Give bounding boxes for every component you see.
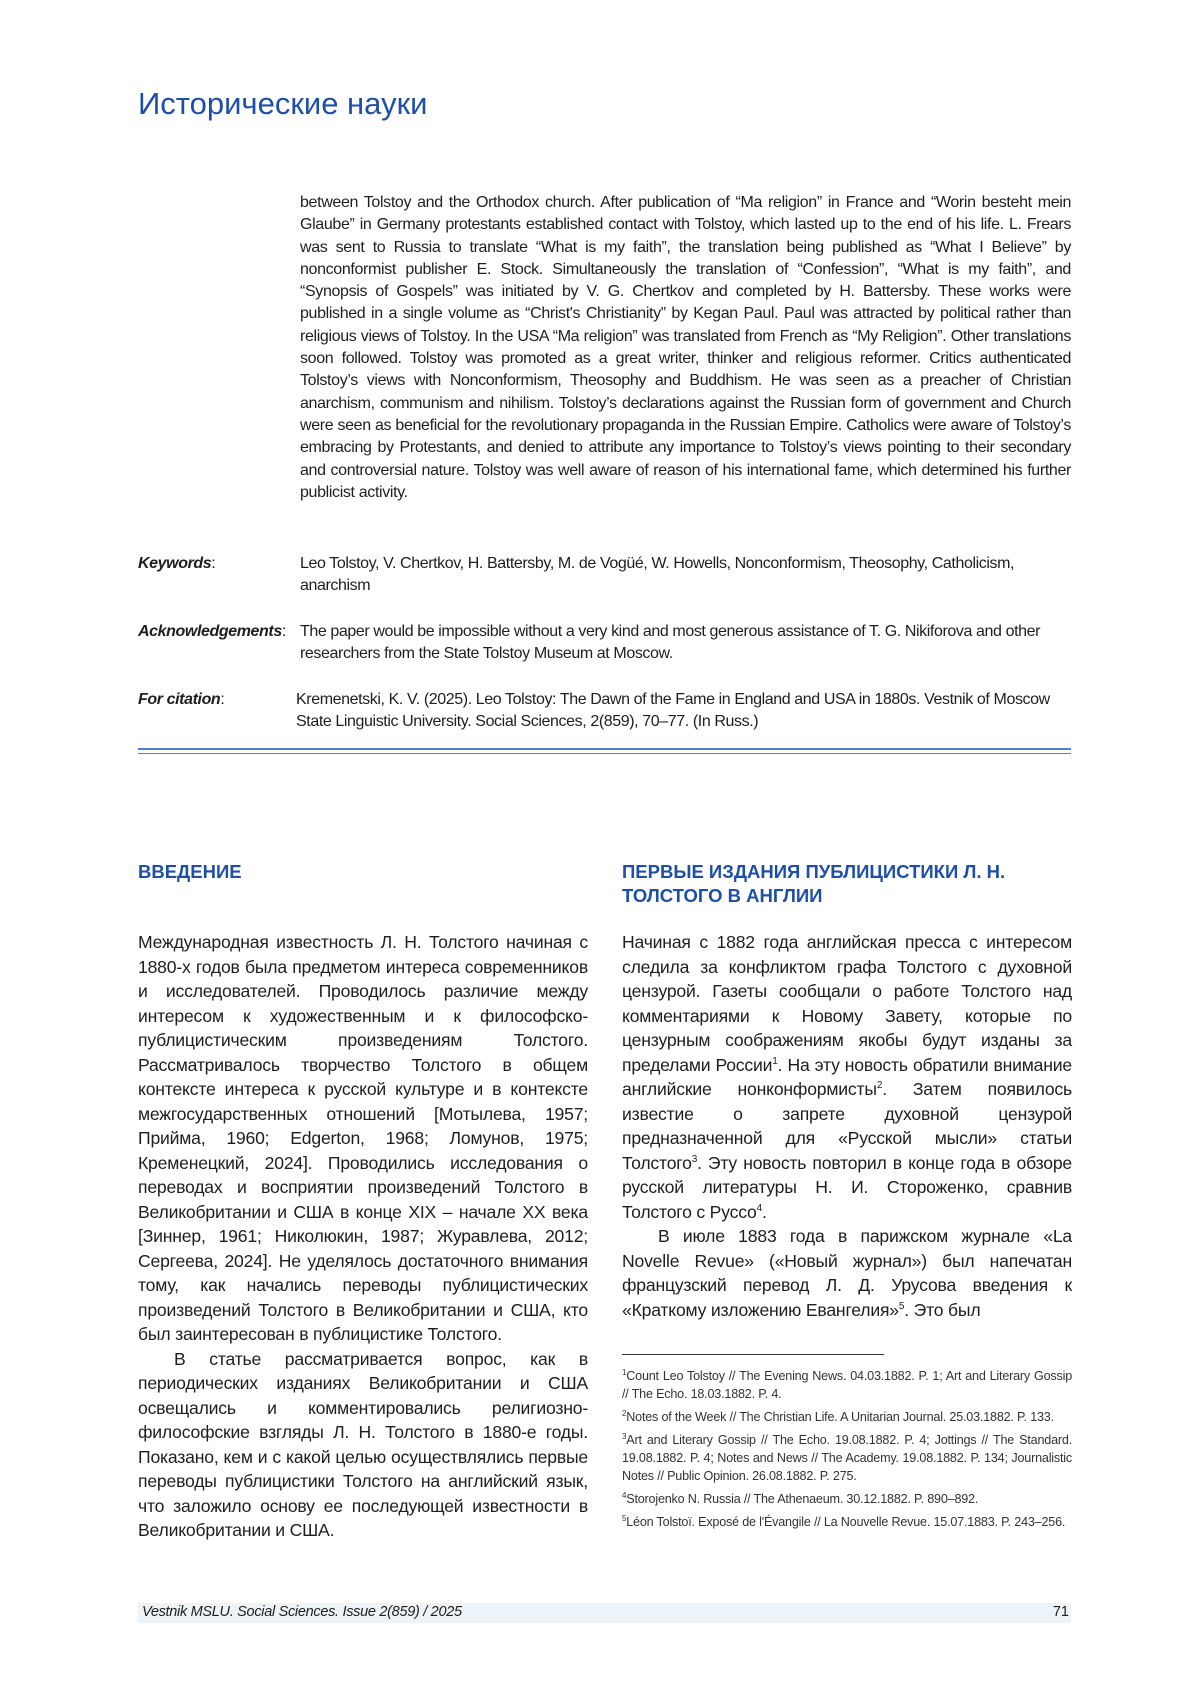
colon: : (282, 623, 286, 640)
footnote-number: 5 (622, 1514, 626, 1523)
intro-paragraph-2: В статье рассматривается вопрос, как в периодических изданиях Великобритании и США освещались и комментировались религиозно-философские взгляды Л. Н. Толстого в 1880-е годы. Показано, кем и с какой целью осуществлялись первые переводы публицистики Толстого на английский язык, что заложило основу ее последующей известности в Великобритании и США. (138, 1347, 588, 1543)
first-editions-paragraph-2 (622, 1224, 1072, 1322)
citation-value: Kremenetski, K. V. (2025). Leo Tolstoy: The Dawn of the Fame in England and USA in 1880s. Vestnik of Moscow State Linguistic University. Social Sciences, 2(859), 70–77. (In Russ.) (296, 689, 1071, 734)
citation-row (138, 689, 1071, 734)
footnote-4 (622, 1490, 1072, 1508)
footnote-text: Storojenko N. Russia // The Athenaeum. 30.12.1882. P. 890–892. (626, 1492, 978, 1506)
footnote-ref[interactable]: 2 (877, 1080, 882, 1091)
left-column (138, 860, 588, 1543)
footnote-number: 4 (622, 1491, 626, 1500)
colon: : (211, 555, 215, 572)
intro-heading: ВВЕДЕНИЕ (138, 860, 588, 884)
page-footer (138, 1603, 1071, 1623)
footnote-text: Count Leo Tolstoy // The Evening News. 04.03.1882. P. 1; Art and Literary Gossip // The Echo. 18.03.1882. P. 4. (622, 1369, 1072, 1401)
keywords-label (138, 553, 215, 575)
keywords-value: Leo Tolstoy, V. Chertkov, H. Battersby, M. de Vogüé, W. Howells, Nonconformism, Theosophy, Catholicism, anarchism (300, 553, 1071, 598)
text-segment: . Эту новость повторил в конце года в обзоре русской литературы Н. И. Стороженко, сравнив Толстого с Руссо (622, 1153, 1072, 1222)
right-column (622, 860, 1072, 1536)
acknowledgements-value: The paper would be impossible without a very kind and most generous assistance of T. G. Nikiforova and other researchers from the State Tolstoy Museum at Moscow. (300, 621, 1071, 666)
footer-journal-title: Vestnik MSLU. Social Sciences. Issue 2(859) / 2025 (142, 1604, 462, 1620)
footnote-1 (622, 1367, 1072, 1403)
text-segment: . Это был (904, 1300, 980, 1320)
intro-paragraph-1: Международная известность Л. Н. Толстого начиная с 1880-х годов была предметом интереса современников и исследователей. Проводилось различие между интересом к художественным и к философско-публицистическим произведениям Толстого. Рассматривалось творчество Толстого в общем контексте интереса к русской культуре и в контексте межгосударственных отношений [Мотылева, 1957; Прийма, 1960; Edgerton, 1968; Ломунов, 1975; Кременецкий, 2024]. Проводились исследования о переводах и восприятии произведений Толстого в Великобритании и США в конце XIX – начале XX века [Зиннер, 1961; Николюкин, 1987; Журавлева, 2012; Сергеева, 2024]. Не уделялось достаточного внимания тому, как начались переводы публицистических произведений Толстого в Великобритании и США, кто был заинтересован в публицистике Толстого. (138, 930, 588, 1347)
text-segment: В июле 1883 года в парижском журнале «La Novelle Revue» («Новый журнал») был напечатан французский перевод Л. Д. Урусова введения к «Краткому изложению Евангелия» (622, 1226, 1072, 1320)
keywords-label-text: Keywords (138, 555, 211, 572)
text-segment: . Затем появилось известие о запрете духовной цензурой предназначенной для «Русской мысли» статьи Толстого (622, 1079, 1072, 1173)
section-title: Исторические науки (138, 86, 427, 122)
footnote-ref[interactable]: 4 (757, 1203, 762, 1214)
citation-label (138, 689, 224, 711)
text-segment: Начиная с 1882 года английская пресса с интересом следила за конфликтом графа Толстого с духовной цензурой. Газеты сообщали о работе Толстого над комментариями к Новому Завету, которые по цензурным соображениям якобы будут изданы за пределами России (622, 932, 1072, 1075)
footnote-ref[interactable]: 1 (772, 1056, 777, 1067)
first-editions-paragraph-1 (622, 930, 1072, 1224)
text-segment: . На эту новость обратили внимание английские нонконформисты (622, 1055, 1072, 1100)
divider-rule-thin (138, 753, 1071, 754)
footnote-text: Notes of the Week // The Christian Life. A Unitarian Journal. 25.03.1882. P. 133. (626, 1410, 1054, 1424)
text-segment: . (762, 1202, 767, 1222)
footnote-text: Art and Literary Gossip // The Echo. 19.08.1882. P. 4; Jottings // The Standard. 19.08.1882. P. 4; Notes and News // The Academy. 19.08.1882. P. 134; Journalistic Notes // Public Opinion. 26.08.1882. P. 275. (622, 1433, 1072, 1483)
first-editions-heading: ПЕРВЫЕ ИЗДАНИЯ ПУБЛИЦИСТИКИ Л. Н. ТОЛСТОГО В АНГЛИИ (622, 860, 1072, 908)
footnote-separator (622, 1354, 884, 1355)
abstract-text: between Tolstoy and the Orthodox church. After publication of “Ma religion” in France and “Worin besteht mein Glaube” in Germany protestants established contact with Tolstoy, which lasted up to the end of his life. L. Frears was sent to Russia to translate “What is my faith”, the translation being published as “What I Believe” by nonconformist publisher E. Stock. Simultaneously the translation of “Confession”, “What is my faith”, and “Synopsis of Gospels” was initiated by V. G. Chertkov and completed by H. Battersby. These works were published in a single volume as “Christ's Christianity” by Kegan Paul. Paul was attracted by political rather than religious views of Tolstoy. In the USA “Ma religion” was translated from French as “My Religion”. Other translations soon followed. Tolstoy was promoted as a great writer, thinker and religious reformer. Critics authenticated Tolstoy’s views with Nonconformism, Theosophy and Buddhism. He was seen as a preacher of Christian anarchism, communism and nihilism. Tolstoy’s declarations against the Russian form of government and Church were seen as beneficial for the revolutionary propaganda in the Russian Empire. Catholics were aware of Tolstoy’s embracing by Protestants, and denied to attribute any importance to Tolstoy’s views pointing to their secondary and controversial nature. Tolstoy was well aware of reason of his international fame, which determined his further publicist activity. (300, 192, 1071, 504)
footnote-5 (622, 1513, 1072, 1531)
page-number: 71 (1053, 1604, 1069, 1620)
footnote-number: 2 (622, 1409, 626, 1418)
acknowledgements-row (138, 621, 1071, 666)
footnote-ref[interactable]: 3 (692, 1154, 697, 1165)
keywords-row (138, 553, 1071, 598)
divider-rule (138, 748, 1071, 750)
footnote-text: Léon Tolstoï. Exposé de l'Évangile // La Nouvelle Revue. 15.07.1883. P. 243–256. (626, 1515, 1065, 1529)
footnote-2 (622, 1408, 1072, 1426)
footnote-number: 3 (622, 1432, 626, 1441)
citation-label-text: For citation (138, 691, 220, 708)
footnote-ref[interactable]: 5 (899, 1301, 904, 1312)
acknowledgements-label (138, 621, 286, 643)
acknowledgements-label-text: Acknowledgements (138, 623, 282, 640)
colon: : (220, 691, 224, 708)
footnote-3 (622, 1431, 1072, 1485)
footnote-number: 1 (622, 1368, 626, 1377)
